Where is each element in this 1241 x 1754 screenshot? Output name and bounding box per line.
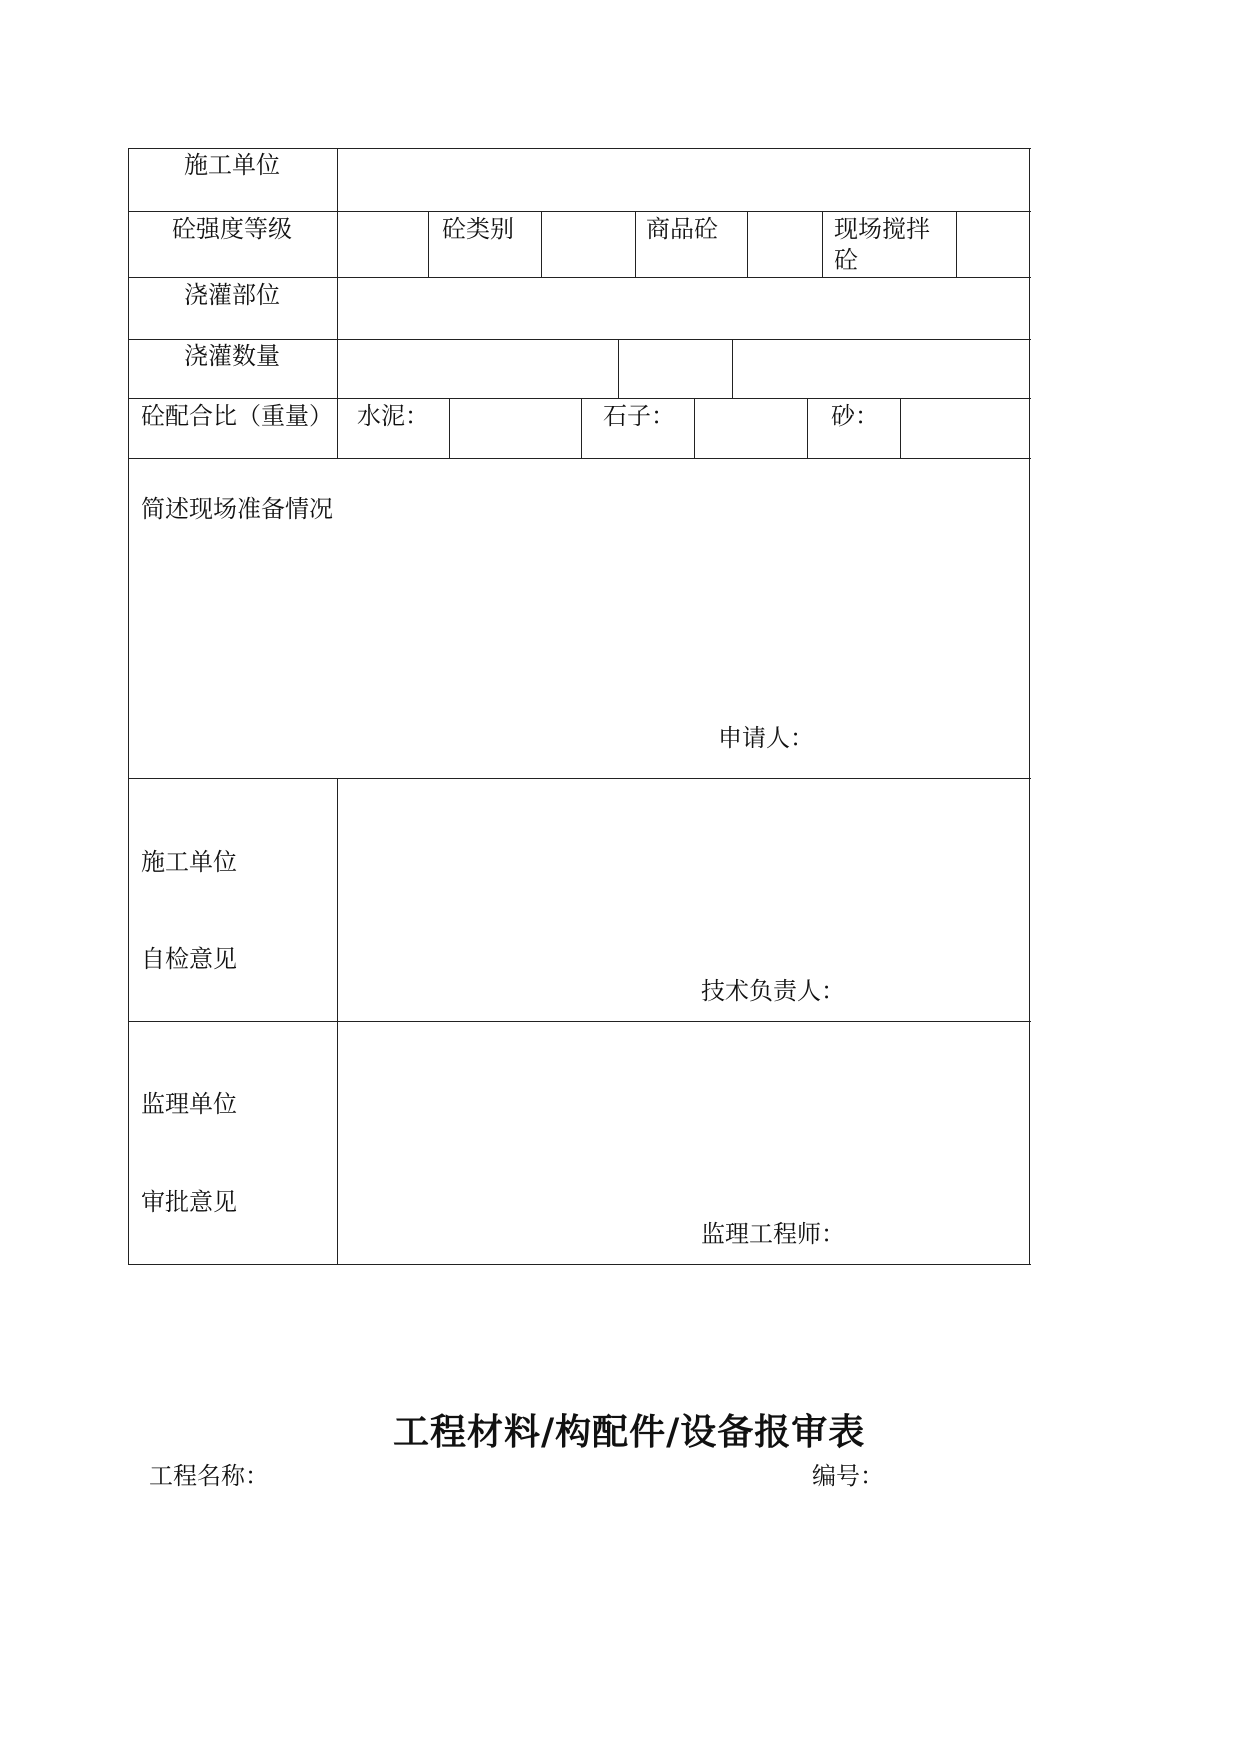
pour-quantity-unit-field[interactable] [620, 341, 731, 397]
form-number-label: 编号： [812, 1462, 884, 1490]
form-title: 工程材料/构配件/设备报审表 [393, 1411, 866, 1453]
pour-quantity-field[interactable] [340, 341, 617, 397]
sand-label: 砂： [831, 402, 879, 430]
concrete-strength-label: 砼强度等级 [172, 215, 292, 243]
commercial-concrete-label: 商品砼 [646, 215, 718, 243]
pour-location-field[interactable] [340, 279, 1028, 338]
self-check-opinion-label: 自检意见 [141, 945, 237, 973]
onsite-mixed-label: 现场搅拌 [834, 215, 930, 243]
self-check-opinion-field[interactable] [340, 780, 1028, 970]
table-border [128, 1264, 1031, 1265]
table-border [822, 211, 823, 278]
construction-unit-label: 施工单位 [184, 151, 280, 179]
construction-unit-field[interactable] [340, 150, 1028, 210]
table-border [428, 211, 429, 278]
table-border [128, 458, 1031, 459]
site-prep-field[interactable] [130, 530, 1028, 720]
onsite-mixed-field[interactable] [958, 213, 1028, 276]
self-check-unit-label: 施工单位 [141, 848, 237, 876]
project-name-label: 工程名称： [149, 1462, 269, 1490]
mix-ratio-label: 砼配合比（重量） [141, 402, 333, 430]
applicant-label: 申请人： [718, 724, 814, 752]
table-border [581, 398, 582, 459]
supervision-unit-label: 监理单位 [141, 1090, 237, 1118]
pour-quantity-label: 浇灌数量 [184, 342, 280, 370]
supervising-engineer-label: 监理工程师： [701, 1220, 845, 1248]
table-border [635, 211, 636, 278]
supervision-opinion-field[interactable] [340, 1023, 1028, 1213]
cement-label: 水泥： [357, 402, 429, 430]
pour-location-label: 浇灌部位 [184, 281, 280, 309]
concrete-type-field[interactable] [543, 213, 634, 276]
stone-label: 石子： [603, 402, 675, 430]
supervision-opinion-label: 审批意见 [141, 1188, 237, 1216]
concrete-type-label: 砼类别 [442, 215, 514, 243]
table-border [1029, 148, 1030, 1265]
commercial-concrete-field[interactable] [749, 213, 821, 276]
table-border [807, 398, 808, 459]
technical-lead-label: 技术负责人： [701, 977, 845, 1005]
table-border [337, 148, 338, 459]
sand-field[interactable] [902, 400, 1028, 457]
table-border [337, 778, 338, 1265]
site-prep-label: 简述现场准备情况 [141, 495, 333, 523]
stone-field[interactable] [696, 400, 806, 457]
concrete-strength-field[interactable] [340, 213, 427, 276]
cement-field[interactable] [451, 400, 580, 457]
pour-quantity-extra-field[interactable] [734, 341, 1028, 397]
onsite-mixed-label-line2: 砼 [834, 246, 858, 274]
